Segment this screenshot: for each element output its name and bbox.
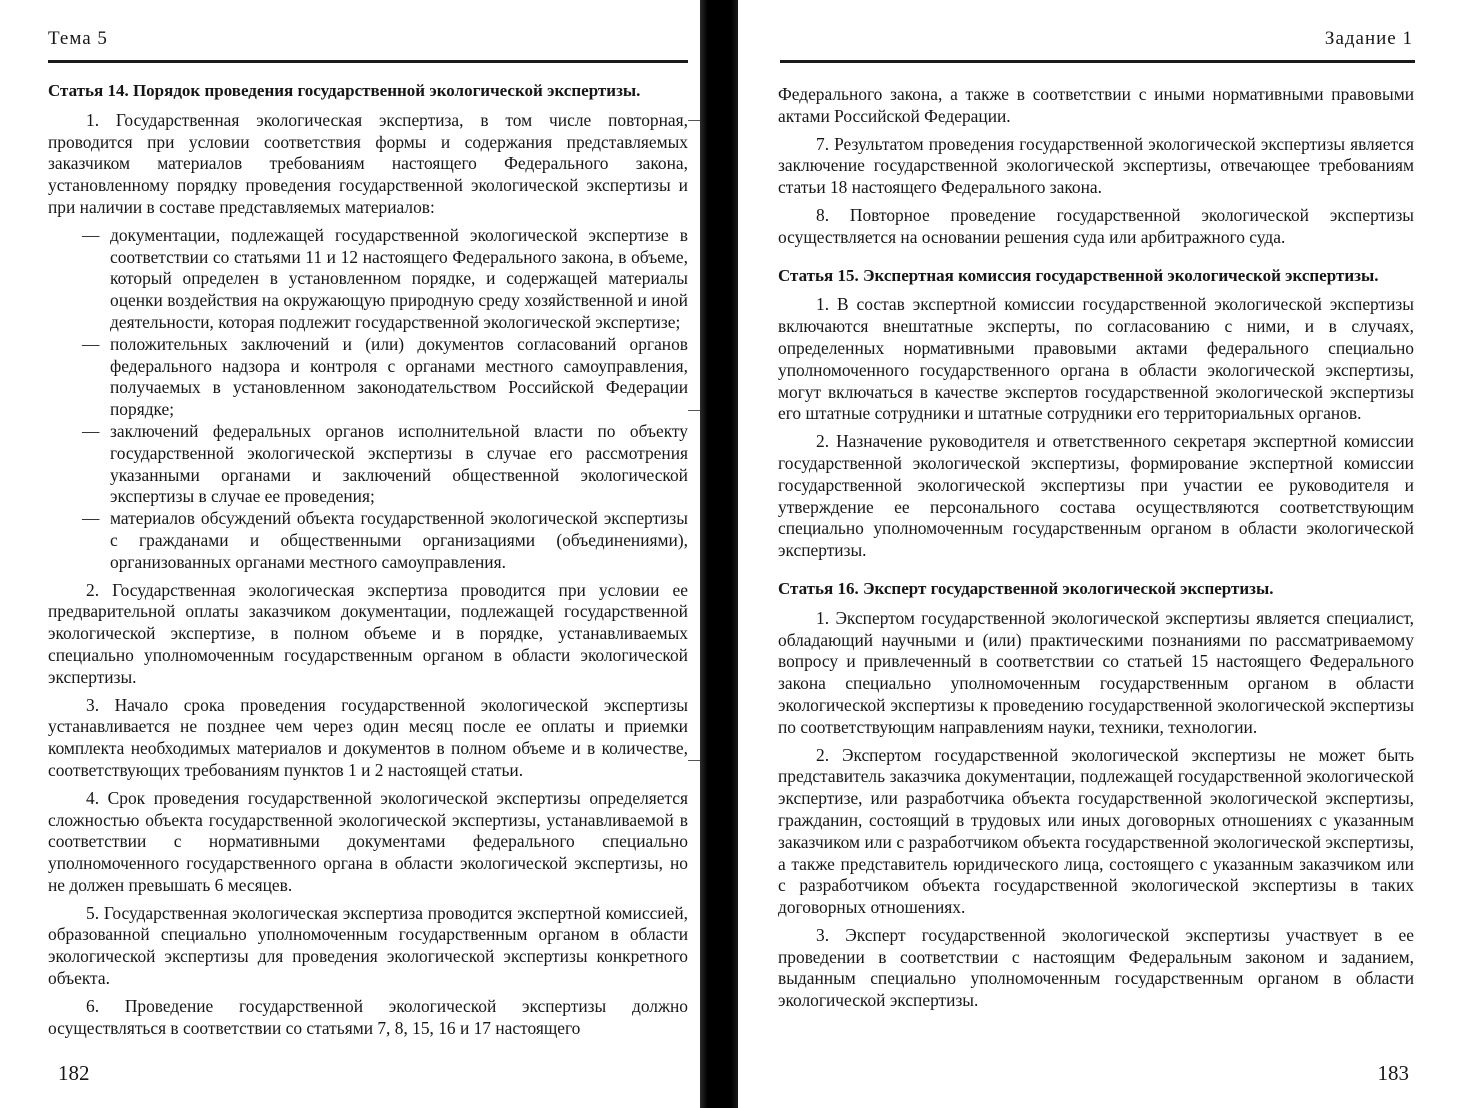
art15-paragraph-1: 1. В состав экспертной комиссии государственной экологической экспертизы включаются внештатные эксперты, по согласованию с ними, и в случаях, определенных нормативными правовыми актами федерального специально уполномоченного государственного органа в области экологической экспертизы, могут включаться в качестве экспертов государственной экологической экспертизы его штатные сотрудники и штатные сотрудники его территориальных органов. — [778, 294, 1414, 424]
art14-paragraph-5: 5. Государственная экологическая экспертиза проводится экспертной комиссией, образованной специально уполномоченным государственным органом в области экологической экспертизы для проведения экологической экспертизы конкретного объекта. — [48, 902, 688, 989]
art16-paragraph-3: 3. Эксперт государственной экологической экспертизы участвует в ее проведении в соответствии с настоящим Федеральным законом и заданием, выданным специально уполномоченным государственным органом в области экологической экспертизы. — [778, 924, 1414, 1011]
art14-paragraph-2: 2. Государственная экологическая экспертиза проводится при условии ее предварительной оплаты заказчиком документации, подлежащей государственной экологической экспертизе, в полном объеме и в порядке, устанавливаемых специально уполномоченным государственным органом в области экологической экспертизы. — [48, 579, 688, 687]
page-number-right: 183 — [1377, 1061, 1409, 1085]
art14-paragraph-3: 3. Начало срока проведения государственной экологической экспертизы устанавливается не позднее чем через один месяц после ее оплаты и приемки комплекта необходимых материалов и документов в полном объеме и в количестве, соответствующих требованиям пунктов 1 и 2 настоящей статьи. — [48, 694, 688, 780]
running-head-right: Задание 1 — [1324, 28, 1413, 49]
materials-list — [48, 225, 688, 574]
right-body — [778, 84, 1414, 1018]
art14-continuation: Федерального закона, а также в соответствии с иными нормативными правовыми актами Российской Федерации. — [778, 84, 1414, 126]
article-16-title: Статья 16. Эксперт государственной экологической экспертизы. — [778, 578, 1274, 598]
art16-paragraph-2: 2. Экспертом государственной экологической экспертизы не может быть представитель заказчика документации, подлежащей государственной экологической экспертизе, или разработчика объекта государственной экологической экспертизы, гражданин, состоящий в трудовых или иных договорных отношениях с указанным заказчиком или с разработчиком объекта государственной экологической экспертизы, а также представитель юридического лица, состоящего с указанным заказчиком или с разработчиком объекта государственной экологической экспертизы в таких договорных отношениях. — [778, 744, 1414, 918]
book-gutter — [700, 0, 738, 1108]
list-item: — заключений федеральных органов исполнительной власти по объекту государственной экологической экспертизы в случае его рассмотрения указанными органами и заключений общественной экологической экспертизы в случае ее проведения; — [110, 421, 688, 508]
art14-paragraph-6: 6. Проведение государственной экологической экспертизы должно осуществляться в соответствии со статьями 7, 8, 15, 16 и 17 настоящего — [48, 995, 688, 1038]
art15-paragraph-2: 2. Назначение руководителя и ответственного секретаря экспертной комиссии государственной экологической экспертизы, формирование экспертной комиссии государственной экологической экспертизы при участии ее руководителя и утверждение ее персонального состава осуществляются соответствующим специально уполномоченным государственным органом в области экологической экспертизы. — [778, 431, 1414, 561]
art16-paragraph-1: 1. Экспертом государственной экологической экспертизы является специалист, обладающий научными и (или) практическими познаниями по рассматриваемому вопросу и привлеченный в соответствии со статьей 15 настоящего Федерального закона специально уполномоченным государственным органом в области экологической экспертизы к проведению государственной экологической экспертизы по соответствующим направлениям науки, техники, технологии. — [778, 607, 1414, 737]
header-rule-right — [780, 60, 1415, 63]
running-head-left: Тема 5 — [48, 28, 108, 49]
left-body — [48, 80, 688, 1045]
art14-paragraph-4: 4. Срок проведения государственной экологической экспертизы определяется сложностью объекта государственной экологической экспертизы, устанавливаемой в соответствии с нормативными документами федерального специально уполномоченного государственного органа в области экологической экспертизы, но не должен превышать 6 месяцев. — [48, 787, 688, 895]
page-number-left: 182 — [58, 1061, 90, 1085]
art14-paragraph-7: 7. Результатом проведения государственной экологической экспертизы является заключение государственной экологической экспертизы, отвечающее требованиям статьи 18 настоящего Федерального закона. — [778, 133, 1414, 198]
page-edge-mark — [688, 120, 700, 121]
right-page — [738, 0, 1459, 1108]
page-edge-mark — [688, 410, 700, 411]
list-item: — документации, подлежащей государственной экологической экспертизе в соответствии со статьями 11 и 12 настоящего Федерального закона, в объеме, который определен в установленном порядке, и содержащей материалы оценки воздействия на окружающую природную среду хозяйственной и иной деятельности, которая подлежит государственной экологической экспертизе; — [110, 225, 688, 334]
left-page — [0, 0, 700, 1108]
article-15-title: Статья 15. Экспертная комиссия государственной экологической экспертизы. — [778, 265, 1379, 285]
art14-paragraph-8: 8. Повторное проведение государственной экологической экспертизы осуществляется на основании решения суда или арбитражного суда. — [778, 204, 1414, 247]
header-rule-left — [48, 60, 688, 63]
art14-paragraph-1: 1. Государственная экологическая экспертиза, в том числе повторная, проводится при условии соответствия формы и содержания представляемых заказчиком материалов требованиям настоящего Федерального закона, установленному порядку проведения государственной экологической экспертизы и при наличии в составе представляемых материалов: — [48, 109, 688, 217]
page-edge-mark — [688, 760, 700, 761]
list-item: — материалов обсуждений объекта государственной экологической экспертизы с гражданами и общественными организациями (объединениями), организованных органами местного самоуправления. — [110, 508, 688, 573]
article-14-title: Статья 14. Порядок проведения государственной экологической экспертизы. — [48, 81, 641, 100]
list-item: — положительных заключений и (или) документов согласований органов федерального надзора и контроля с органами местного самоуправления, получаемых в установленном законодательством Российской Федерации порядке; — [110, 334, 688, 421]
